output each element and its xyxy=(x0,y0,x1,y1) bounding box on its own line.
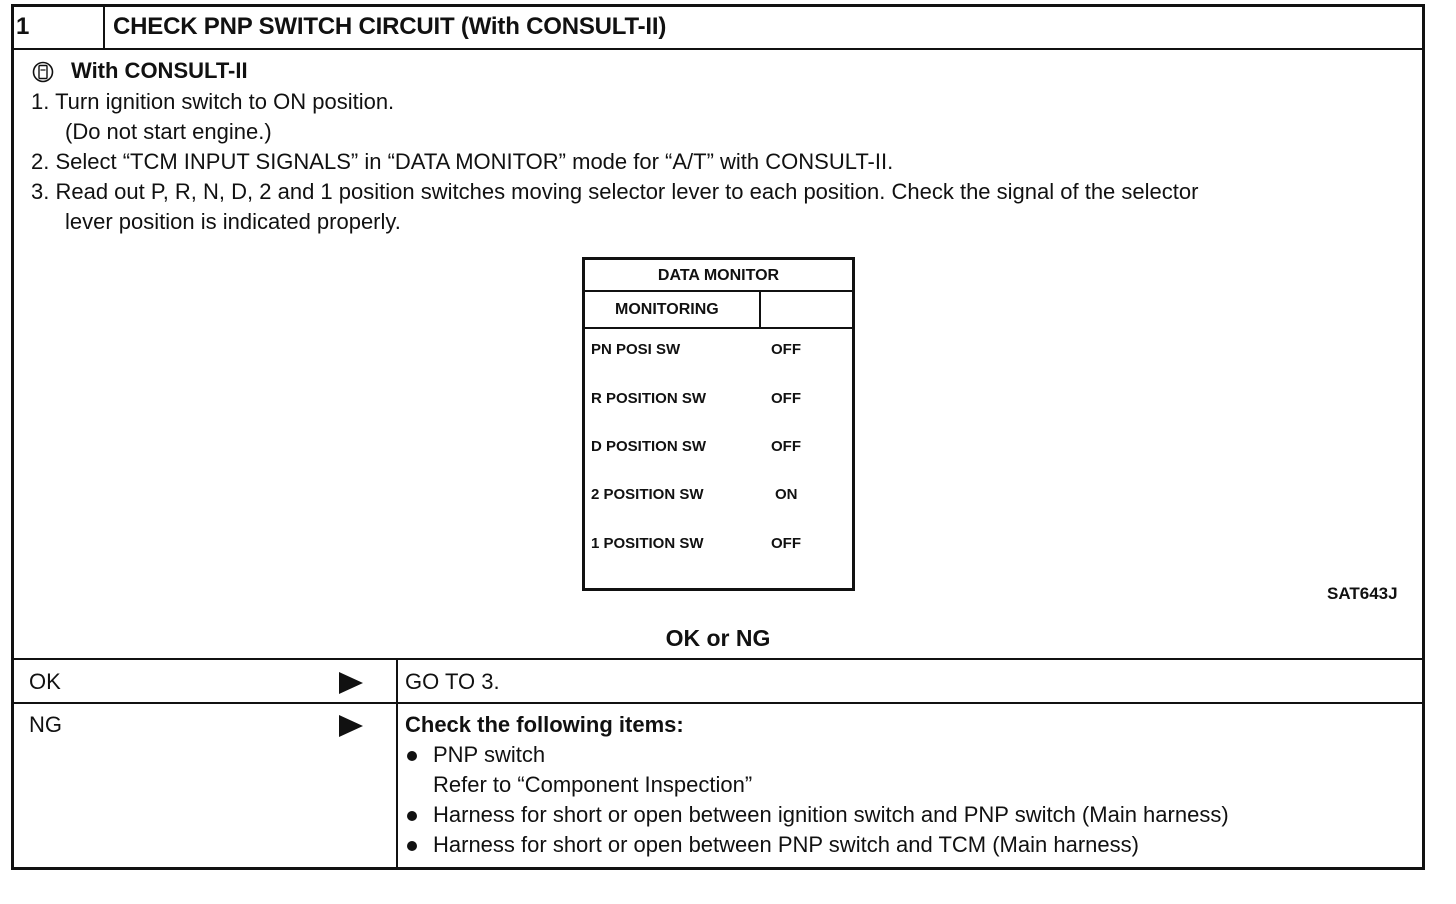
monitor-row-value: OFF xyxy=(771,438,801,455)
ng-item: Harness for short or open between PNP switch and TCM (Main harness) xyxy=(433,832,1139,857)
header-bottom-rule xyxy=(11,48,1425,50)
procedure-line-3: 3. Read out P, R, N, D, 2 and 1 position switches moving selector lever to each position. Check the signal of the selector xyxy=(31,179,1199,204)
ok-arrow-icon xyxy=(339,672,363,694)
ng-item: Harness for short or open between ignition switch and PNP switch (Main harness) xyxy=(433,802,1229,827)
consult-tool-icon xyxy=(32,61,54,83)
data-monitor-screen xyxy=(582,257,855,591)
procedure-line-1: 1. Turn ignition switch to ON position. xyxy=(31,89,395,114)
monitor-row-value: ON xyxy=(775,486,798,503)
data-monitor-title: DATA MONITOR xyxy=(657,267,780,284)
step-number: 1 xyxy=(16,13,30,40)
procedure-line-2: 2. Select “TCM INPUT SIGNALS” in “DATA MONITOR” mode for “A/T” with CONSULT-II. xyxy=(31,149,894,174)
results-column-divider xyxy=(396,658,398,868)
bullet-icon xyxy=(407,841,417,851)
monitor-title-rule xyxy=(585,290,852,292)
monitor-row-label: R POSITION SW xyxy=(591,390,707,407)
procedure-line-1-note: (Do not start engine.) xyxy=(65,119,272,144)
monitor-row-label: PN POSI SW xyxy=(591,341,681,358)
monitor-row-2-position xyxy=(591,486,851,506)
ng-item-note: Refer to “Component Inspection” xyxy=(433,772,753,797)
monitoring-header-divider xyxy=(759,290,761,329)
ng-arrow-icon xyxy=(339,715,363,737)
decision-prompt: OK or NG xyxy=(665,625,771,651)
monitor-row-label: D POSITION SW xyxy=(591,438,707,455)
results-mid-rule xyxy=(11,702,1425,704)
monitor-row-pn-posi xyxy=(591,341,851,361)
bullet-icon xyxy=(407,811,417,821)
monitor-row-label: 2 POSITION SW xyxy=(591,486,704,503)
ng-item: PNP switch xyxy=(433,742,546,767)
monitor-row-d-position xyxy=(591,438,851,458)
step-title: CHECK PNP SWITCH CIRCUIT (With CONSULT-II) xyxy=(113,13,667,40)
results-top-rule xyxy=(11,658,1425,660)
ng-heading: Check the following items: xyxy=(405,712,684,737)
bullet-icon xyxy=(407,751,417,761)
monitor-row-value: OFF xyxy=(771,535,801,552)
monitoring-header-rule xyxy=(585,327,852,329)
monitoring-header: MONITORING xyxy=(615,301,719,318)
monitor-row-1-position xyxy=(591,535,851,555)
ok-action: GO TO 3. xyxy=(405,669,500,694)
figure-id: SAT643J xyxy=(1327,584,1398,603)
ng-label: NG xyxy=(29,712,62,737)
procedure-line-3-cont: lever position is indicated properly. xyxy=(65,209,401,234)
monitor-row-label: 1 POSITION SW xyxy=(591,535,704,552)
monitor-row-value: OFF xyxy=(771,390,801,407)
procedure-heading: With CONSULT-II xyxy=(71,58,248,83)
monitor-row-r-position xyxy=(591,390,851,410)
monitor-row-value: OFF xyxy=(771,341,801,358)
ok-label: OK xyxy=(29,669,61,694)
header-divider xyxy=(103,4,105,50)
